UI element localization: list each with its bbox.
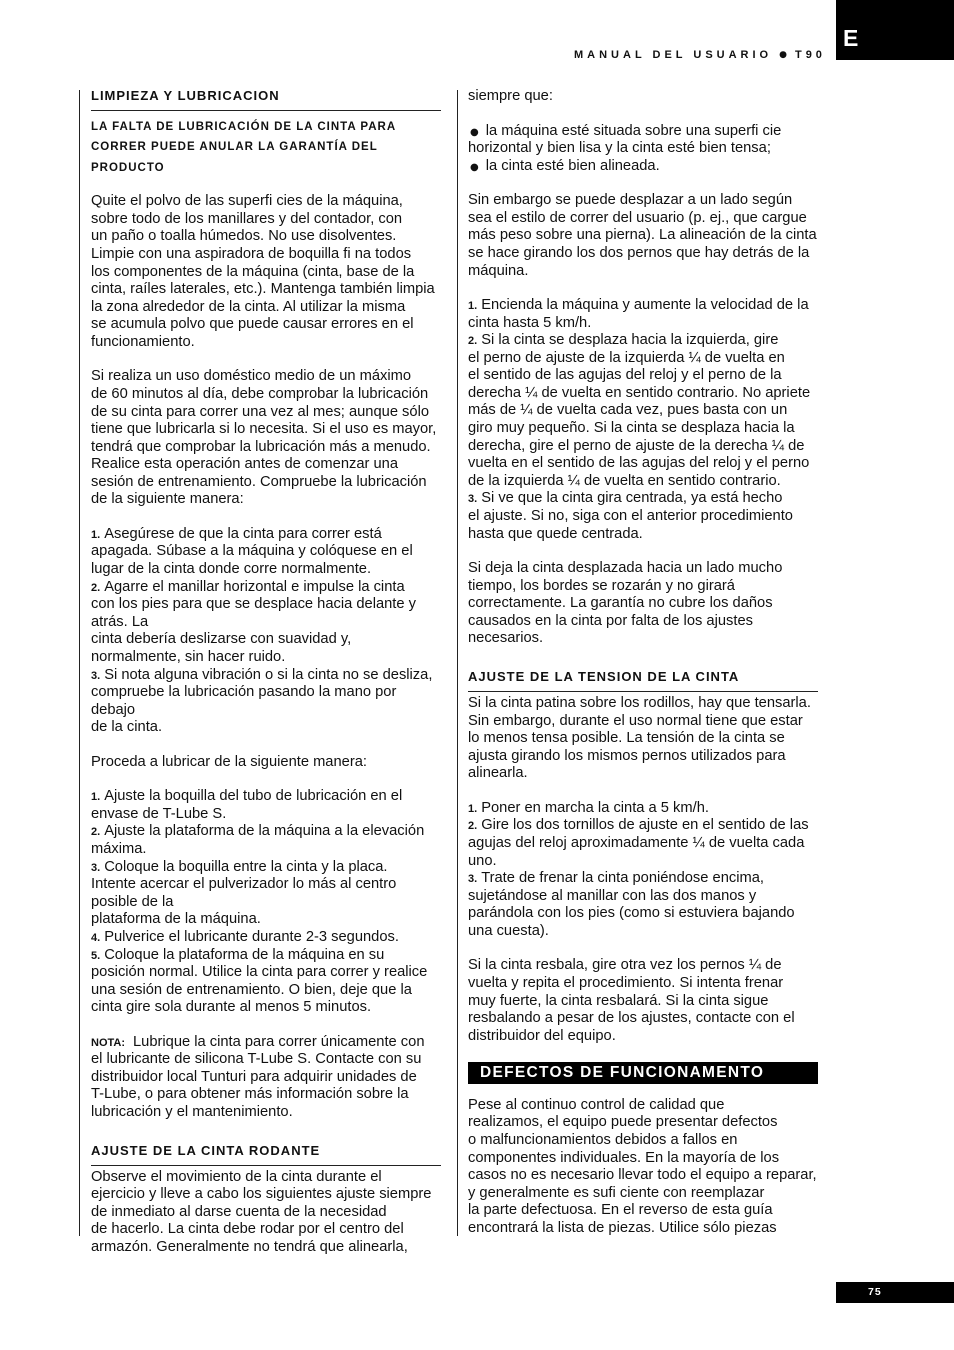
text-line: la zona alrededor de la cinta. Al utilizar la misma xyxy=(91,298,406,315)
paragraph xyxy=(468,695,818,783)
text-line: sobre todo de los manillares y del contador, con xyxy=(91,210,403,227)
text-line: de su cinta para correr una vez al mes; aunque sólo xyxy=(91,403,430,420)
text-line: Pese al continuo control de calidad que xyxy=(468,1096,725,1113)
paragraph xyxy=(468,123,818,176)
text-line: posible de la xyxy=(91,893,174,910)
step-number: 1. xyxy=(468,299,478,312)
text-line: de 60 minutos al día, debe comprobar la lubricación xyxy=(91,385,429,402)
section-heading: AJUSTE DE LA TENSION DE LA CINTA xyxy=(468,667,818,692)
section-banner: DEFECTOS DE FUNCIONAMENTO xyxy=(468,1062,818,1084)
line-text: Coloque la boquilla entre la cinta y la placa. xyxy=(104,858,388,875)
text-line: con los pies para que se desplace hacia delante y xyxy=(91,596,416,613)
text-line xyxy=(468,817,818,835)
text-line: Sin embargo, durante el uso normal tiene que estar xyxy=(468,712,803,729)
step-number: 1. xyxy=(91,791,101,804)
step-number: 2. xyxy=(91,581,101,594)
text-line: Si la cinta patina sobre los rodillos, hay que tensarla. xyxy=(468,695,811,711)
text-line: de la izquierda ¼ de vuelta en sentido contrario. xyxy=(468,472,781,489)
text-line xyxy=(91,1034,441,1052)
right-column xyxy=(468,88,818,1237)
text-line: componentes individuales. En la mayoría de los xyxy=(468,1149,780,1166)
text-line: resbalando a pesar de los ajustes, contacte con el xyxy=(468,1010,795,1027)
text-line: y generalmente es sufi ciente con reemplazar xyxy=(468,1184,765,1201)
text-line: debajo xyxy=(91,701,136,718)
text-line: funcionamiento. xyxy=(91,333,195,350)
text-line: LA FALTA DE LUBRICACIÓN DE LA CINTA PARA xyxy=(91,120,397,133)
text-line: de la siguiente manera: xyxy=(91,491,244,508)
text-line: encontrará la lista de piezas. Utilice sólo piezas xyxy=(468,1220,777,1237)
text-line: siempre que: xyxy=(468,88,553,105)
line-text: Si ve que la cinta gira centrada, ya está hecho xyxy=(481,490,783,507)
page-number: 75 xyxy=(868,1286,882,1298)
line-text: Asegúrese de que la cinta para correr está xyxy=(104,525,382,542)
left-column xyxy=(91,86,441,1257)
line-text: Poner en marcha la cinta a 5 km/h. xyxy=(481,799,709,816)
text-line: derecha ¼ de vuelta en sentido contrario. No apriete xyxy=(468,384,811,401)
text-line: cinta, raíles laterales, etc.). Mantenga también limpia xyxy=(91,281,435,298)
paragraph xyxy=(91,788,441,1017)
line-text: Ajuste la boquilla del tubo de lubricación en el xyxy=(104,788,403,805)
column-rule-right xyxy=(457,90,458,1236)
text-line xyxy=(91,579,441,597)
paragraph xyxy=(468,88,818,106)
text-line: Sin embargo se puede desplazar a un lado según xyxy=(468,192,793,209)
line-text: Gire los dos tornillos de ajuste en el sentido de las xyxy=(481,817,809,834)
text-line: armazón. Generalmente no tendrá que alinearla, xyxy=(91,1239,408,1256)
text-line xyxy=(468,870,818,888)
text-line xyxy=(91,667,441,685)
language-tab-letter: E xyxy=(843,25,859,51)
text-line: la parte defectuosa. En el reverso de esta guía xyxy=(468,1202,773,1219)
step-number: 2. xyxy=(91,826,101,839)
column-rule-left xyxy=(79,90,80,1236)
text-line: lubricación y el mantenimiento. xyxy=(91,1104,293,1121)
text-line: giro muy pequeño. Si la cinta se desplaza hacia la xyxy=(468,420,795,437)
note-label: NOTA: xyxy=(91,1036,126,1049)
text-line: máquina. xyxy=(468,262,529,279)
text-line: correctamente. La garantía no cubre los daños xyxy=(468,595,773,612)
paragraph xyxy=(91,193,441,351)
text-line: lugar de la cinta donde corre normalmente. xyxy=(91,561,372,578)
text-line xyxy=(468,123,818,141)
text-line: de inmediato al darse cuenta de la necesidad xyxy=(91,1203,387,1220)
manual-title: MANUAL DEL USUARIO xyxy=(574,49,773,61)
step-number: 1. xyxy=(468,802,478,815)
warning-notice xyxy=(91,117,441,179)
text-line: el perno de ajuste de la izquierda ¼ de vuelta en xyxy=(468,349,785,366)
text-line: o malfuncionamientos debidos a fallos en xyxy=(468,1132,738,1149)
text-line: casos no es necesario llevar todo el equipo a reparar, xyxy=(468,1167,817,1184)
line-text: Trate de frenar la cinta poniéndose encima, xyxy=(481,870,764,887)
bullet-icon: ● xyxy=(470,161,479,173)
step-number: 2. xyxy=(468,820,478,833)
text-line: el ajuste. Si no, siga con el anterior procedimiento xyxy=(468,508,793,525)
text-line: lo menos tensa posible. La tensión de la cinta se xyxy=(468,730,785,747)
text-line: los componentes de la máquina (cinta, base de la xyxy=(91,263,415,280)
text-line: distribuidor local Tunturi para adquirir unidades de xyxy=(91,1068,417,1085)
line-text: Lubrique la cinta para correr únicamente con xyxy=(133,1033,425,1050)
separator-bullet-icon: ● xyxy=(779,50,787,60)
paragraph xyxy=(468,560,818,648)
line-text: la máquina esté situada sobre una superfi cie xyxy=(485,122,782,139)
bullet-icon: ● xyxy=(470,126,479,138)
text-line: vuelta y repita el procedimiento. Si intenta frenar xyxy=(468,974,784,991)
text-line: distribuidor del equipo. xyxy=(468,1027,616,1044)
line-text: Encienda la máquina y aumente la velocidad de la xyxy=(481,296,809,313)
text-line xyxy=(468,490,818,508)
text-line: cinta gire sola durante al menos 5 minutos. xyxy=(91,999,372,1016)
text-line: Si la cinta resbala, gire otra vez los pernos ¼ de xyxy=(468,957,782,974)
text-line: normalmente, sin hacer ruido. xyxy=(91,649,286,666)
text-line: muy fuerte, la cinta resbalará. Si la cinta sigue xyxy=(468,992,769,1009)
paragraph xyxy=(468,1097,818,1238)
text-line xyxy=(91,823,441,841)
text-line: Intente acercar el pulverizador lo más al centro xyxy=(91,876,397,893)
paragraph xyxy=(91,754,441,772)
text-line: tendrá que comprobar la lubricación más a menudo. xyxy=(91,438,431,455)
text-line: ejercicio y lleve a cabo los siguientes ajuste siempre xyxy=(91,1186,432,1203)
paragraph xyxy=(91,526,441,737)
text-line: uno. xyxy=(468,852,497,869)
line-text: la cinta esté bien alineada. xyxy=(485,157,660,174)
step-number: 3. xyxy=(468,493,478,506)
text-line: PRODUCTO xyxy=(91,161,165,174)
step-number: 3. xyxy=(468,873,478,886)
text-line: T-Lube, o para obtener más información sobre la xyxy=(91,1086,409,1103)
paragraph xyxy=(91,368,441,509)
text-line: realizamos, el equipo puede presentar defectos xyxy=(468,1114,778,1131)
section-heading: AJUSTE DE LA CINTA RODANTE xyxy=(91,1141,441,1166)
text-line: tiene que lubricarla si lo necesita. Si el uso es mayor, xyxy=(91,421,437,438)
paragraph xyxy=(91,1169,441,1257)
text-line xyxy=(91,859,441,877)
section-heading: LIMPIEZA Y LUBRICACION xyxy=(91,86,441,111)
text-line: se hace girando los dos pernos que hay detrás de la xyxy=(468,244,810,261)
step-number: 5. xyxy=(91,949,101,962)
text-line: tiempo, los bordes se rozarán y no girará xyxy=(468,577,735,594)
text-line: Proceda a lubricar de la siguiente manera: xyxy=(91,753,367,770)
text-line: el lubricante de silicona T-Lube S. Contacte con su xyxy=(91,1051,422,1068)
paragraph xyxy=(468,800,818,941)
text-line: envase de T-Lube S. xyxy=(91,805,227,822)
text-line: Limpie con una aspiradora de boquilla fi na todos xyxy=(91,245,412,262)
text-line: el sentido de las agujas del reloj y el perno de la xyxy=(468,367,782,384)
text-line xyxy=(91,929,441,947)
text-line: una cuesta). xyxy=(468,922,549,939)
text-line: parándola con los pies (como si estuviera bajando xyxy=(468,905,795,922)
text-line: se acumula polvo que puede causar errores en el xyxy=(91,316,414,333)
line-text: Si la cinta se desplaza hacia la izquierda, gire xyxy=(481,332,779,349)
paragraph xyxy=(91,1034,441,1122)
text-line xyxy=(91,947,441,965)
text-line: cinta hasta 5 km/h. xyxy=(468,314,592,331)
text-line xyxy=(468,332,818,350)
page-number-box xyxy=(836,1282,954,1303)
text-line: una sesión de entrenamiento. O bien, deje que la xyxy=(91,981,412,998)
text-line: agujas del reloj aproximadamente ¼ de vuelta cada xyxy=(468,834,805,851)
text-line: vuelta en el sentido de las agujas del reloj y el perno xyxy=(468,455,810,472)
running-header xyxy=(574,48,826,62)
text-line: un paño o toalla húmedos. No use disolventes. xyxy=(91,228,397,245)
text-line: Quite el polvo de las superfi cies de la máquina, xyxy=(91,193,403,210)
text-line: plataforma de la máquina. xyxy=(91,911,261,928)
text-line: CORRER PUEDE ANULAR LA GARANTÍA DEL xyxy=(91,141,378,154)
text-line: necesarios. xyxy=(468,630,544,647)
text-line: compruebe la lubricación pasando la mano por xyxy=(91,684,397,701)
text-line: posición normal. Utilice la cinta para correr y realice xyxy=(91,964,428,981)
text-line: sesión de entrenamiento. Compruebe la lubricación xyxy=(91,473,427,490)
language-tab xyxy=(836,0,954,60)
text-line: causados en la cinta por falta de los ajustes xyxy=(468,612,753,629)
text-line: sea el estilo de correr del usuario (p. ej., que cargue xyxy=(468,209,807,226)
step-number: 3. xyxy=(91,669,101,682)
line-text: Si nota alguna vibración o si la cinta no se desliza, xyxy=(104,666,433,683)
text-line: alinearla. xyxy=(468,765,528,782)
line-text: Ajuste la plataforma de la máquina a la elevación xyxy=(104,823,425,840)
text-line: Observe el movimiento de la cinta durante el xyxy=(91,1168,382,1185)
line-text: Pulverice el lubricante durante 2-3 segundos. xyxy=(104,928,399,945)
paragraph xyxy=(468,192,818,280)
text-line: cinta debería deslizarse con suavidad y, xyxy=(91,631,352,648)
text-line: máxima. xyxy=(91,840,147,857)
line-text: Agarre el manillar horizontal e impulse la cinta xyxy=(104,578,405,595)
text-line: de la cinta. xyxy=(91,719,163,736)
text-line xyxy=(91,526,441,544)
text-line: sujetándose al manillar con las dos manos y xyxy=(468,887,757,904)
model-name: T90 xyxy=(794,49,826,61)
text-line: atrás. La xyxy=(91,613,149,630)
paragraph xyxy=(468,957,818,1045)
text-line: Realice esta operación antes de comenzar una xyxy=(91,456,398,473)
text-line: de hacerlo. La cinta debe rodar por el centro del xyxy=(91,1221,404,1238)
step-number: 3. xyxy=(91,861,101,874)
text-line: apagada. Súbase a la máquina y colóquese en el xyxy=(91,543,413,560)
line-text: Coloque la plataforma de la máquina en su xyxy=(104,946,385,963)
text-line xyxy=(468,800,818,818)
paragraph xyxy=(468,297,818,543)
text-line xyxy=(91,788,441,806)
text-line: derecha, gire el perno de ajuste de la derecha ¼ de xyxy=(468,437,805,454)
step-number: 1. xyxy=(91,528,101,541)
text-line: Si deja la cinta desplazada hacia un lado mucho xyxy=(468,560,783,577)
text-line: horizontal y bien lisa y la cinta esté bien tensa; xyxy=(468,140,771,157)
text-line: Si realiza un uso doméstico medio de un máximo xyxy=(91,368,412,385)
text-line: ajusta girando los mismos pernos utilizados para xyxy=(468,747,786,764)
text-line xyxy=(468,297,818,315)
text-line: más peso sobre una pierna). La alineación de la cinta xyxy=(468,227,817,244)
step-number: 2. xyxy=(468,335,478,348)
text-line xyxy=(468,158,818,176)
text-line: hasta que quede centrada. xyxy=(468,525,643,542)
text-line: más de ¼ de vuelta cada vez, pues basta con un xyxy=(468,402,788,419)
step-number: 4. xyxy=(91,931,101,944)
